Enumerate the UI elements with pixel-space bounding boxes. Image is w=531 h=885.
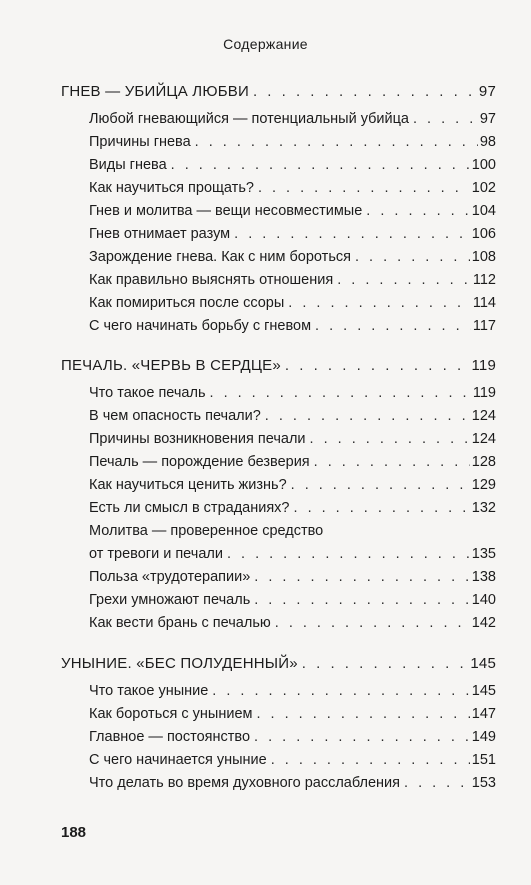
toc-item-page: 114 [472, 295, 496, 311]
toc-item[interactable] [89, 429, 496, 449]
toc-item-title: Любой гневающийся — потенциальный убийца [89, 111, 409, 127]
toc-item-title: В чем опасность печали? [89, 408, 261, 424]
dot-leader [265, 406, 470, 426]
toc-item-page: 124 [471, 408, 496, 424]
toc-item-title: Как вести брань с печалью [89, 615, 271, 631]
section-title: ГНЕВ — УБИЙЦА ЛЮБВИ [61, 83, 249, 100]
dot-leader [195, 132, 478, 152]
toc-item-title: Причины возникновения печали [89, 431, 306, 447]
toc-item-page: 128 [471, 454, 496, 470]
dot-leader [171, 155, 470, 175]
dot-leader [288, 293, 471, 313]
toc-item[interactable] [89, 247, 496, 267]
toc-item-title: Как помириться после ссоры [89, 295, 285, 311]
toc-item-title: Как научиться ценить жизнь? [89, 477, 287, 493]
dot-leader [291, 475, 470, 495]
toc-section-despondency[interactable] [61, 654, 496, 674]
section-page: 119 [471, 357, 496, 374]
toc-item-title: Как правильно выяснять отношения [89, 272, 334, 288]
toc-item-title: С чего начинается уныние [89, 752, 267, 768]
toc-item-title: Зарождение гнева. Как с ним бороться [89, 249, 351, 265]
toc-item-page: 132 [471, 500, 496, 516]
dot-leader [227, 544, 470, 564]
section-page: 145 [470, 655, 496, 672]
dot-leader [315, 316, 471, 336]
toc-item-title: Есть ли смысл в страданиях? [89, 500, 290, 516]
toc-item-page: 98 [479, 134, 496, 150]
toc-item-page: 142 [471, 615, 496, 631]
toc-item-page: 140 [471, 592, 496, 608]
toc-item-title: Что делать во время духовного расслабления [89, 775, 401, 791]
toc-item[interactable] [89, 178, 496, 198]
toc-item-title: Молитва — проверенное средство [89, 523, 324, 539]
toc-item[interactable] [89, 201, 496, 221]
toc-item-title: Как научиться прощать? [89, 180, 254, 196]
toc-item-page: 135 [471, 546, 496, 562]
section-title: ПЕЧАЛЬ. «ЧЕРВЬ В СЕРДЦЕ» [61, 357, 281, 374]
dot-leader [413, 109, 478, 129]
toc-item[interactable] [89, 544, 496, 564]
toc-item-page: 117 [472, 318, 496, 334]
toc-item-page: 149 [471, 729, 496, 745]
toc-item-page: 97 [479, 111, 496, 127]
toc-item[interactable] [89, 727, 496, 747]
toc-item[interactable] [89, 452, 496, 472]
page-number: 188 [61, 824, 87, 841]
toc-item-page: 102 [471, 180, 496, 196]
toc-item-title: Гнев отнимает разум [89, 226, 231, 242]
toc-item[interactable] [89, 293, 496, 313]
toc-item-title: Причины гнева [89, 134, 191, 150]
dot-leader [234, 224, 470, 244]
dot-leader [254, 727, 470, 747]
toc-item-page: 104 [471, 203, 496, 219]
toc-item[interactable] [89, 498, 496, 518]
toc-item[interactable] [89, 613, 496, 633]
toc-item[interactable] [89, 155, 496, 175]
toc-item[interactable] [89, 270, 496, 290]
section-page: 97 [478, 83, 496, 100]
dot-leader [366, 201, 470, 221]
dot-leader [275, 613, 470, 633]
toc-item[interactable] [89, 750, 496, 770]
toc-item-title: от тревоги и печали [89, 546, 223, 562]
dot-leader [254, 590, 470, 610]
toc-item[interactable] [89, 567, 496, 587]
toc-item[interactable] [89, 316, 496, 336]
toc-item-page: 108 [471, 249, 496, 265]
dot-leader [254, 567, 470, 587]
toc-item-page: 129 [471, 477, 496, 493]
toc-item-page: 153 [471, 775, 496, 791]
toc-item[interactable] [89, 132, 496, 152]
dot-leader [302, 654, 469, 674]
toc-item[interactable] [89, 224, 496, 244]
toc-section-sadness[interactable] [61, 356, 496, 376]
dot-leader [314, 452, 470, 472]
toc-item-page: 147 [471, 706, 496, 722]
toc-item-page: 138 [471, 569, 496, 585]
dot-leader [271, 750, 470, 770]
section-title: УНЫНИЕ. «БЕС ПОЛУДЕННЫЙ» [61, 655, 298, 672]
toc-item-title: Виды гнева [89, 157, 167, 173]
toc-item-title: Грехи умножают печаль [89, 592, 251, 608]
dot-leader [257, 704, 470, 724]
toc-section-anger[interactable] [61, 82, 496, 102]
toc-item-page: 100 [471, 157, 496, 173]
toc-item-title: Главное — постоянство [89, 729, 251, 745]
dot-leader [285, 356, 470, 376]
toc-item[interactable] [89, 681, 496, 701]
dot-leader [294, 498, 470, 518]
dot-leader [355, 247, 470, 267]
toc-item-title: Как бороться с унынием [89, 706, 253, 722]
toc-item-page: 124 [471, 431, 496, 447]
toc-item[interactable] [89, 704, 496, 724]
dot-leader [337, 270, 471, 290]
running-header: Содержание [223, 36, 308, 52]
toc-item[interactable] [89, 383, 496, 403]
toc-item[interactable] [89, 475, 496, 495]
toc-item-title: Польза «трудотерапии» [89, 569, 251, 585]
toc-item-title: Гнев и молитва — вещи несовместимые [89, 203, 363, 219]
toc-item-first-line[interactable] [89, 521, 496, 541]
toc-item-title: Что такое уныние [89, 683, 209, 699]
toc-item-page: 119 [472, 385, 496, 401]
toc-item[interactable] [89, 773, 496, 793]
toc-item-title: С чего начинать борьбу с гневом [89, 318, 312, 334]
dot-leader [404, 773, 470, 793]
toc-item-page: 106 [471, 226, 496, 242]
toc-item-page: 145 [471, 683, 496, 699]
toc-item-title: Печаль — порождение безверия [89, 454, 310, 470]
toc-item[interactable] [89, 109, 496, 129]
dot-leader [212, 681, 470, 701]
dot-leader [258, 178, 470, 198]
toc-item[interactable] [89, 590, 496, 610]
toc-item-title: Что такое печаль [89, 385, 206, 401]
dot-leader [310, 429, 470, 449]
toc-item-page: 112 [472, 272, 496, 288]
toc-item[interactable] [89, 406, 496, 426]
dot-leader [253, 82, 477, 102]
toc-item-page: 151 [471, 752, 496, 768]
dot-leader [210, 383, 471, 403]
